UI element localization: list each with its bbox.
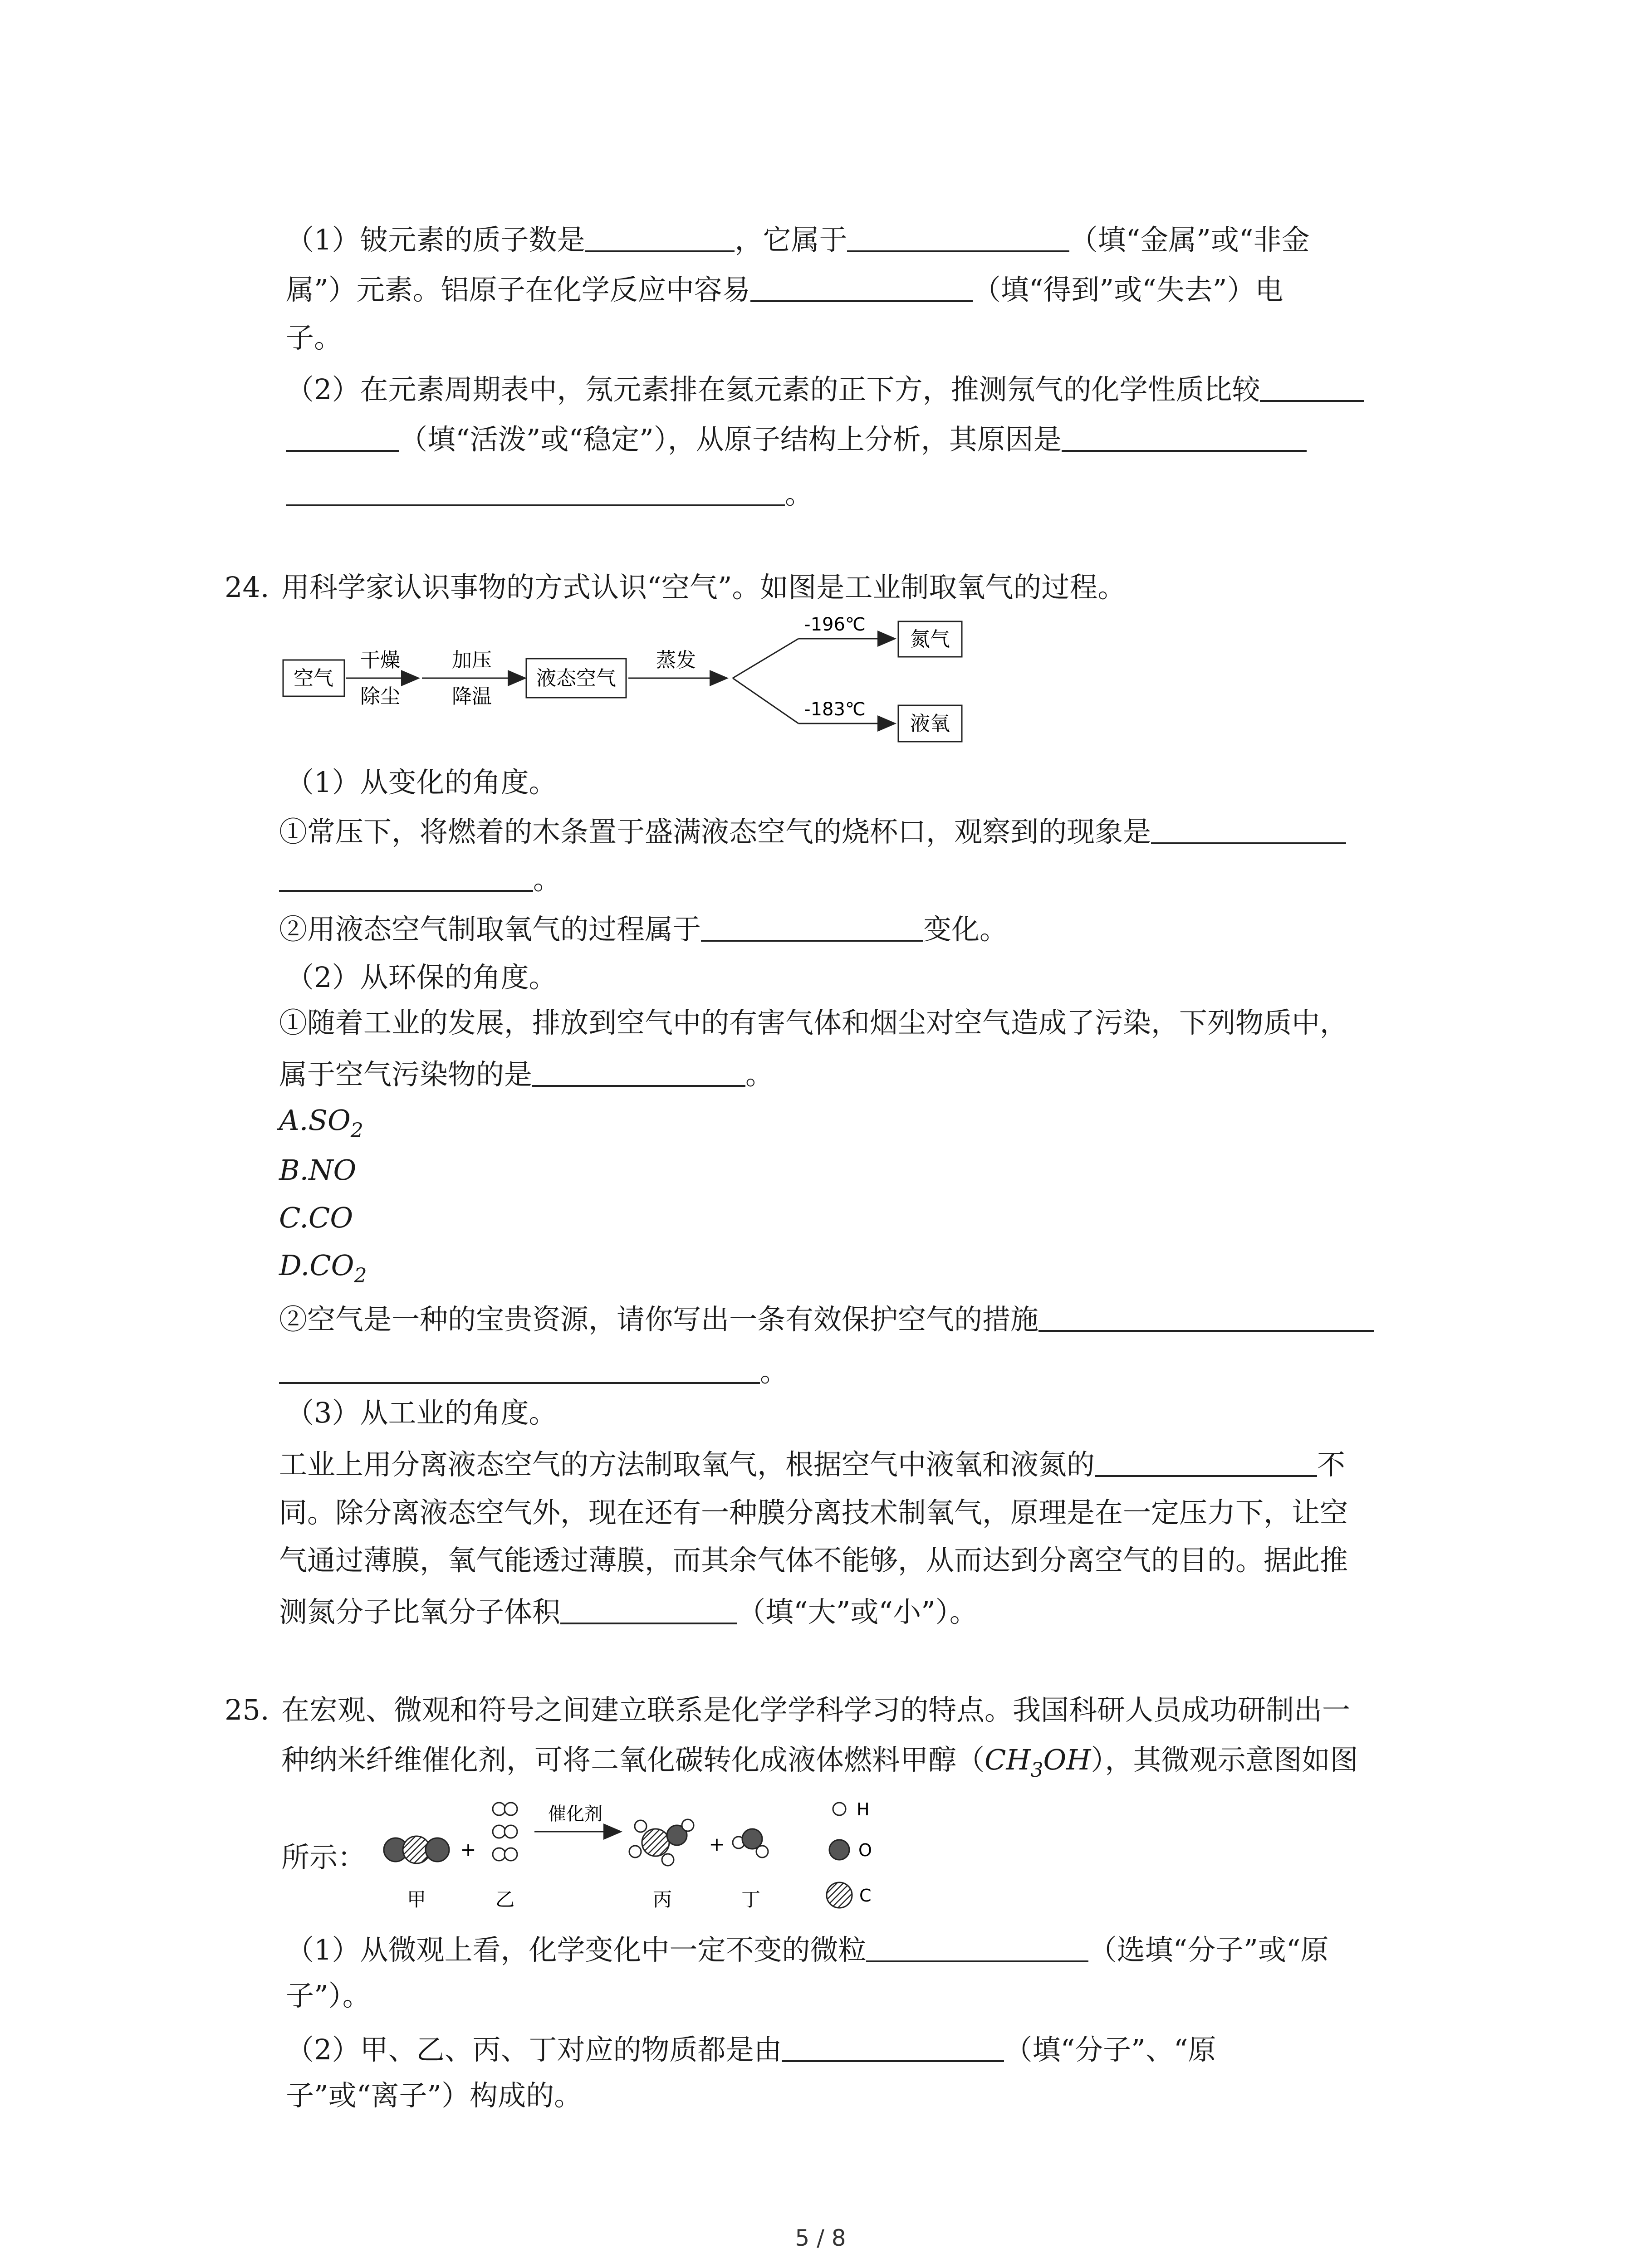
q23-part2-line1: （2）在元素周期表中，氖元素排在氦元素的正下方，推测氖气的化学性质比较 <box>286 367 1364 410</box>
question-number: 24. <box>225 571 269 604</box>
page-number: 5 / 8 <box>795 2225 846 2251</box>
q24-sub3-line2: 同。除分离液态空气外，现在还有一种膜分离技术制氧气，原理是在一定压力下，让空 <box>279 1496 1348 1529</box>
methanol-formula: $CH_3OH$ <box>985 1743 1091 1782</box>
nitrogen-box-label: 氮气 <box>910 628 950 651</box>
answer-blank[interactable] <box>847 218 1069 252</box>
branch-lower-temp: -183℃ <box>804 699 866 720</box>
arrow2-bottom-label: 降温 <box>452 685 492 708</box>
q24-sub3-title: （3）从工业的角度。 <box>286 1396 557 1429</box>
legend-h-label: H <box>857 1799 870 1819</box>
answer-blank[interactable] <box>1151 810 1346 844</box>
legend-c-label: C <box>859 1886 872 1906</box>
question-stem: 用科学家认识事物的方式认识“空气”。如图是工业制取氧气的过程。 <box>281 571 1126 604</box>
catalyst-label: 催化剂 <box>548 1804 603 1824</box>
answer-blank[interactable] <box>279 857 533 892</box>
question-stem-line1: 在宏观、微观和符号之间建立联系是化学学科学习的特点。我国科研人员成功研制出一 <box>281 1693 1351 1726</box>
molecule-bing <box>629 1819 694 1866</box>
q23-part2-line3: 。 <box>286 472 813 514</box>
option-b[interactable]: B.NO <box>279 1154 357 1187</box>
liquid-air-box-label: 液态空气 <box>536 667 616 690</box>
q24-sub1-item1: ①常压下，将燃着的木条置于盛满液态空气的烧杯口，观察到的现象是 <box>279 810 1346 852</box>
answer-blank[interactable] <box>585 218 735 252</box>
molecule-ding <box>733 1829 768 1857</box>
q24-sub1-title: （1）从变化的角度。 <box>286 766 557 799</box>
option-c[interactable]: C.CO <box>279 1201 353 1234</box>
air-box-label: 空气 <box>294 667 333 690</box>
answer-blank[interactable] <box>782 2028 1004 2062</box>
branch-upper-line <box>733 639 798 678</box>
q25-sub2: （2）甲、乙、丙、丁对应的物质都是由 （填“分子”、“原 <box>286 2028 1216 2070</box>
plus-sign: + <box>709 1833 725 1855</box>
q24-sub2-item2: ②空气是一种的宝贵资源，请你写出一条有效保护空气的措施 <box>279 1297 1374 1340</box>
branch-lower-line <box>733 678 798 723</box>
question-number: 25. <box>225 1693 269 1726</box>
answer-blank[interactable] <box>279 1349 760 1384</box>
option-a[interactable]: $A.SO_2$ <box>279 1104 363 1142</box>
q24-sub2-item2-cont: 。 <box>279 1349 788 1392</box>
answer-blank[interactable] <box>1038 1297 1374 1332</box>
q24-sub2-title: （2）从环保的角度。 <box>286 961 557 994</box>
arrow2-top-label: 加压 <box>452 649 492 672</box>
q25-sub1-cont: 子”）。 <box>286 1979 371 2012</box>
q25-sub1: （1）从微观上看，化学变化中一定不变的微粒 （选填“分子”或“原 <box>286 1928 1329 1970</box>
q23-part2-line2: （填“活泼”或“稳定”），从原子结构上分析，其原因是 <box>286 417 1307 460</box>
answer-blank[interactable] <box>1260 367 1364 402</box>
plus-sign: + <box>460 1838 476 1861</box>
label-yi: 乙 <box>495 1888 515 1911</box>
q23-part1-line3: 子。 <box>286 321 343 354</box>
q23-part1-line2: 属”）元素。铝原子在化学反应中容易 （填“得到”或“失去”）电 <box>286 268 1283 310</box>
q24-sub1-item2: ②用液态空气制取氧气的过程属于 变化。 <box>279 907 1008 950</box>
oxygen-production-flowchart <box>272 608 1007 762</box>
q24-sub3-line1: 工业上用分离液态空气的方法制取氧气，根据空气中液氧和液氮的 不 <box>279 1442 1345 1485</box>
q24-sub1-item1-cont: 。 <box>279 857 561 900</box>
answer-blank[interactable] <box>286 417 399 452</box>
legend-o-label: O <box>858 1840 872 1860</box>
molecule-yi <box>493 1803 517 1861</box>
q24-sub2-item1-line2: 属于空气污染物的是 。 <box>279 1052 774 1095</box>
label-ding: 丁 <box>741 1888 761 1911</box>
option-d[interactable]: $D.CO_2$ <box>279 1249 367 1287</box>
q24-sub3-line3: 气通过薄膜，氧气能透过薄膜，而其余气体不能够，从而达到分离空气的目的。据此推 <box>279 1544 1348 1577</box>
answer-blank[interactable] <box>866 1928 1088 1962</box>
question-stem-line2: 种纳米纤维催化剂，可将二氧化碳转化成液体燃料甲醇$(CH_3OH)$，其微观示意图如图 <box>281 1743 1358 1782</box>
question-stem-line3: 所示： <box>281 1841 366 1874</box>
arrow1-bottom-label: 除尘 <box>360 685 400 708</box>
molecule-jia <box>384 1836 449 1863</box>
legend <box>827 1799 872 1908</box>
arrow1-top-label: 干燥 <box>360 649 400 672</box>
q25-sub2-cont: 子”或“离子”）构成的。 <box>286 2079 583 2112</box>
q23-part1-line1: （1）铍元素的质子数是 ，它属于 （填“金属”或“非金 <box>286 218 1310 260</box>
q24-sub2-item1-line1: ①随着工业的发展，排放到空气中的有害气体和烟尘对空气造成了污染，下列物质中， <box>279 1006 1348 1039</box>
reaction-micro-diagram <box>363 1792 907 1919</box>
answer-blank[interactable] <box>532 1052 745 1087</box>
answer-blank[interactable] <box>1095 1442 1317 1477</box>
answer-blank[interactable] <box>701 907 923 942</box>
label-jia: 甲 <box>407 1888 426 1911</box>
liquid-oxygen-box-label: 液氧 <box>910 712 950 735</box>
q24-sub3-line4: 测氮分子比氧分子体积 （填“大”或“小”）。 <box>279 1590 978 1633</box>
label-bing: 丙 <box>652 1888 672 1911</box>
arrow3-top-label: 蒸发 <box>656 649 696 672</box>
answer-blank[interactable] <box>560 1590 737 1624</box>
answer-blank[interactable] <box>286 472 785 506</box>
answer-blank[interactable] <box>1062 417 1307 452</box>
branch-upper-temp: -196℃ <box>804 614 866 635</box>
answer-blank[interactable] <box>750 268 973 302</box>
